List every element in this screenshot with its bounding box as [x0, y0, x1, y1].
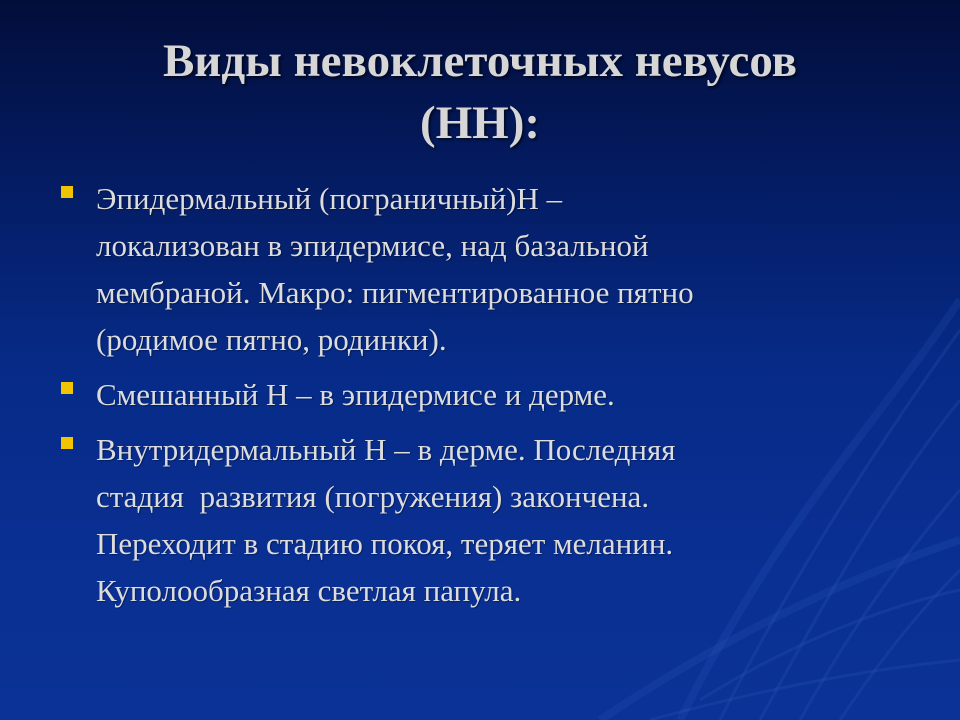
bullet-text-line: Переходит в стадию покоя, теряет меланин.: [96, 526, 674, 561]
bullet-text-line: Внутридермальный Н – в дерме. Последняя: [96, 432, 676, 467]
bullet-text-line: (родимое пятно, родинки).: [96, 322, 447, 357]
bullet-text-line: Смешанный Н – в эпидермисе и дерме.: [96, 377, 615, 412]
bullet-item-intradermal: [58, 426, 938, 614]
bullet-text-line: Эпидермальный (пограничный)Н –: [96, 181, 563, 216]
slide-title-line-1: Виды невоклеточных невусов: [162, 35, 798, 87]
slide-title: [0, 30, 960, 154]
bullet-text-line: локализован в эпидермисе, над базальной: [96, 228, 649, 263]
bullet-text-line: мембраной. Макро: пигментированное пятно: [96, 275, 694, 310]
bullet-item-epidermal: [58, 175, 938, 363]
bullet-text-line: Куполообразная светлая папула.: [96, 573, 522, 608]
bullet-list: [58, 175, 938, 622]
bullet-text-line: стадия развития (погружения) закончена.: [96, 479, 650, 514]
slide-title-line-2: (НН):: [419, 97, 541, 149]
bullet-item-mixed: [58, 371, 938, 418]
square-bullet-icon: [61, 437, 73, 449]
square-bullet-icon: [61, 186, 73, 198]
square-bullet-icon: [61, 382, 73, 394]
